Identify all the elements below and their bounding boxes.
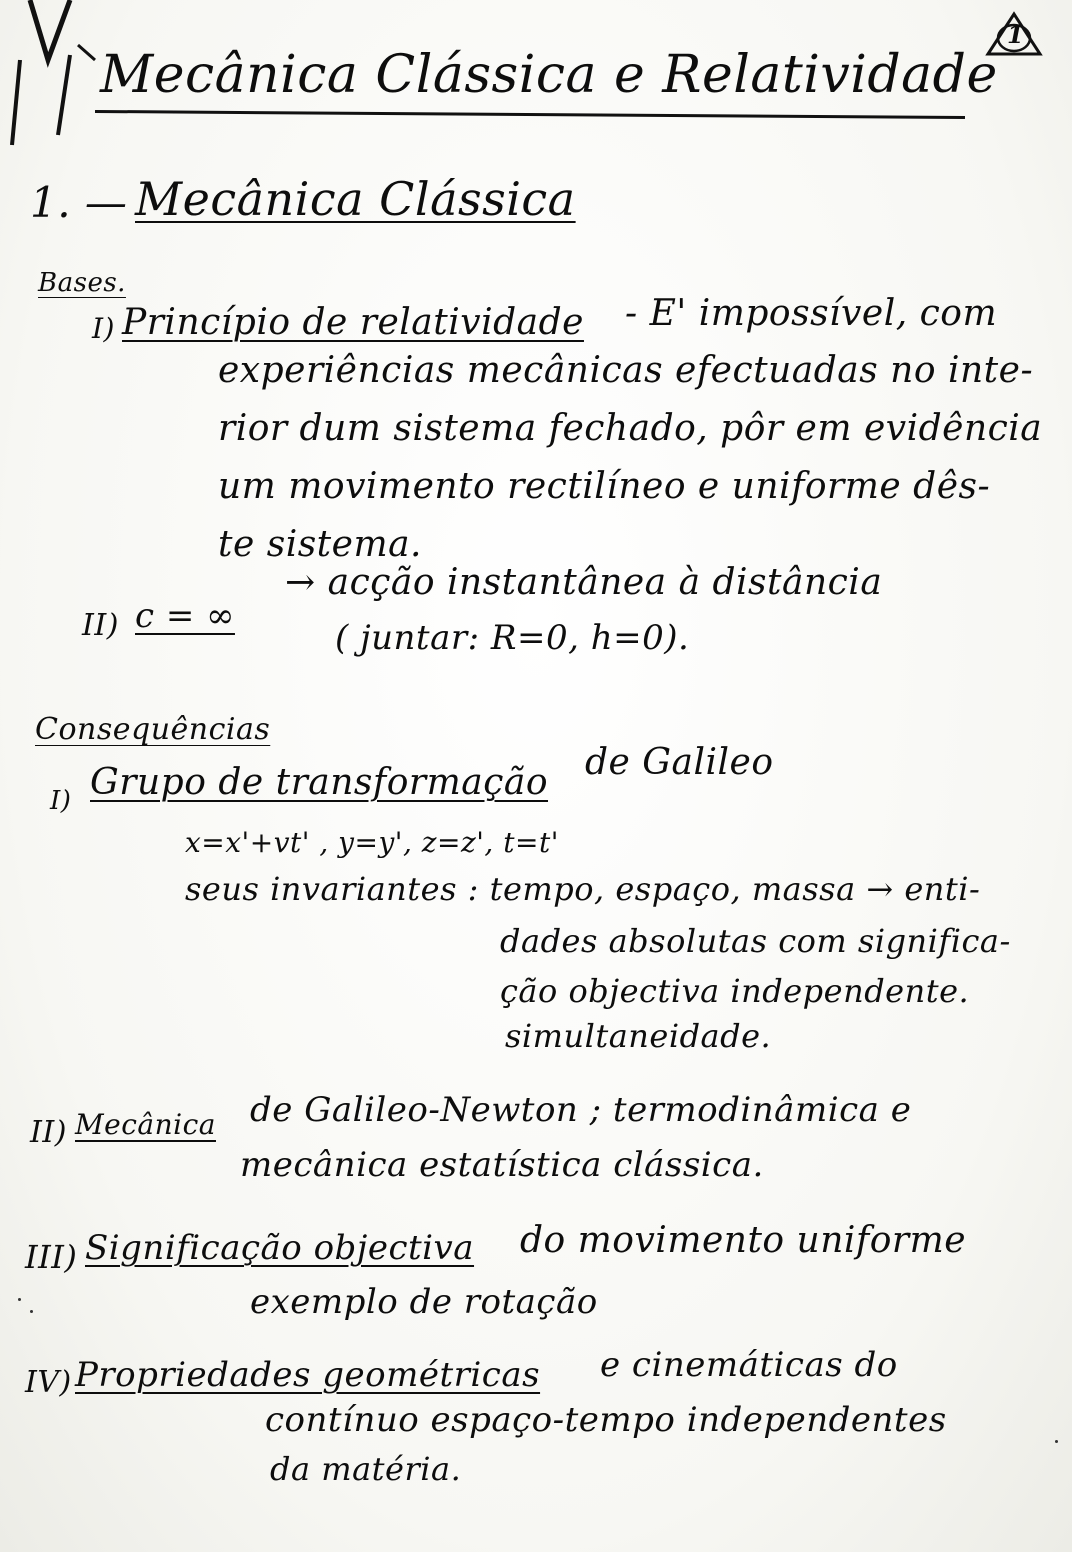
bases-label: Bases.: [38, 268, 126, 298]
bases-item-2-line-2: ( juntar: R=0, h=0).: [335, 618, 690, 658]
cons-item-2-numeral: II): [30, 1115, 67, 1150]
bases-item-1-numeral: I): [92, 312, 115, 345]
scan-speck: [18, 1298, 21, 1301]
consequencias-label: Consequências: [35, 712, 271, 747]
cons-item-3-numeral: III): [25, 1238, 78, 1276]
cons-item-1-line-4: dades absolutas com significa-: [500, 922, 1011, 960]
scan-speck: [1055, 1440, 1058, 1443]
bases-item-1-line-3: rior dum sistema fechado, pôr em evidência: [218, 408, 1043, 449]
cons-item-2-term: Mecânica: [75, 1108, 216, 1141]
cons-item-1-line-1: de Galileo: [585, 742, 774, 783]
page-title: Mecânica Clássica e Relatividade: [100, 45, 998, 105]
cons-item-1-numeral: I): [50, 786, 72, 816]
bases-item-1-term: Princípio de relatividade: [122, 302, 584, 343]
section-number: 1. —: [30, 178, 128, 227]
bases-item-2-term: c = ∞: [135, 596, 235, 636]
cons-item-2-line-1: de Galileo-Newton ; termodinâmica e: [250, 1090, 912, 1130]
bases-item-1-line-4: um movimento rectilíneo e uniforme dês-: [218, 466, 991, 507]
cons-item-4-term: Propriedades geométricas: [75, 1355, 541, 1395]
cons-item-2-line-2: mecânica estatística clássica.: [240, 1145, 764, 1185]
bases-item-1-line-1: - E' impossível, com: [625, 293, 998, 334]
cons-item-4-line-2: contínuo espaço-tempo independentes: [265, 1400, 947, 1440]
bases-item-1-line-2: experiências mecânicas efectuadas no inte-: [218, 350, 1034, 391]
section-heading: Mecânica Clássica: [135, 172, 576, 226]
margin-strokes: [0, 0, 110, 150]
bases-item-1-line-5: te sistema.: [218, 524, 422, 565]
cons-item-3-line-2: exemplo de rotação: [250, 1282, 598, 1322]
title-underline: [95, 110, 965, 119]
bases-item-2-numeral: II): [82, 608, 119, 643]
cons-item-4-numeral: IV): [25, 1365, 72, 1400]
cons-item-1-line-3: seus invariantes : tempo, espaço, massa → enti-: [185, 870, 981, 908]
cons-item-1-line-2: x=x'+vt' , y=y', z=z', t=t': [185, 826, 559, 859]
page-number: 1: [1007, 20, 1025, 49]
cons-item-1-line-5: ção objectiva independente.: [500, 972, 970, 1010]
cons-item-4-line-3: da matéria.: [270, 1450, 462, 1488]
scan-speck: [30, 1310, 33, 1313]
cons-item-4-line-1: e cinemáticas do: [600, 1345, 898, 1385]
cons-item-1-line-6: simultaneidade.: [505, 1017, 772, 1055]
cons-item-3-term: Significação objectiva: [85, 1228, 475, 1268]
cons-item-1-term: Grupo de transformação: [90, 762, 549, 803]
cons-item-3-line-1: do movimento uniforme: [520, 1220, 967, 1261]
bases-item-2-line-1: → acção instantânea à distância: [285, 562, 883, 603]
